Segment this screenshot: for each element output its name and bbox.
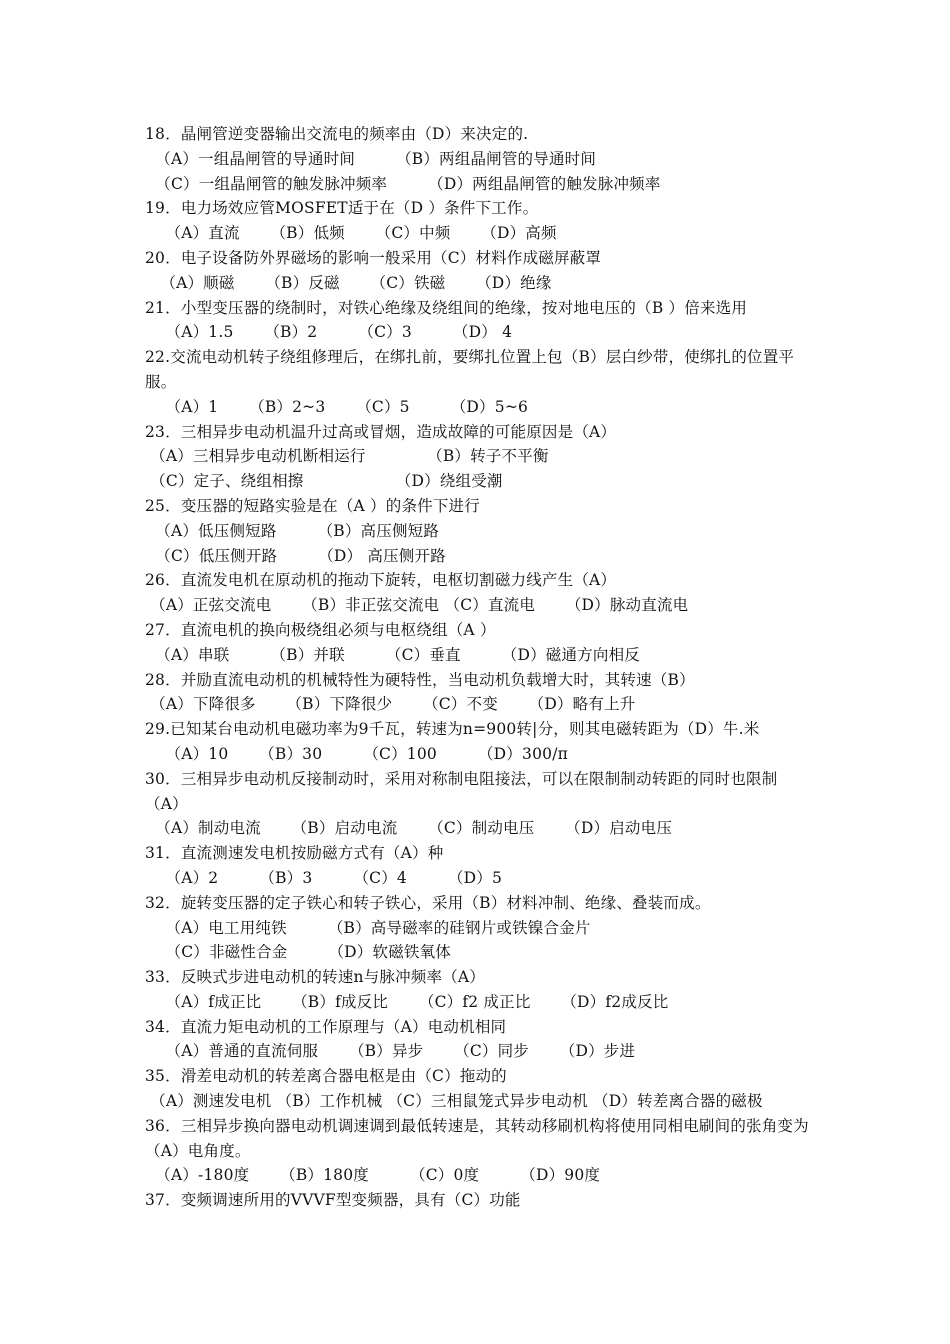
question-options-line: （A）低压侧短路 （B）高压侧短路 bbox=[145, 521, 440, 540]
question-options-line: （A）下降很多 （B）下降很少 （C）不变 （D）略有上升 bbox=[145, 695, 636, 714]
question-stem: 28．并励直流电动机的机械特性为硬特性，当电动机负载增大时，其转速（B） bbox=[145, 670, 695, 689]
question-stem: 25．变压器的短路实验是在（A ）的条件下进行 bbox=[145, 496, 480, 515]
question-options-line: （A）f成正比 （B）f成反比 （C）f2 成正比 （D）f2成反比 bbox=[145, 992, 669, 1011]
question-stem: 32．旋转变压器的定子铁心和转子铁心，采用（B）材料冲制、绝缘、叠装而成。 bbox=[145, 893, 711, 912]
question-options-line: （A）10 （B）30 （C）100 （D）300/π bbox=[145, 744, 568, 763]
question-options-line: （A）测速发电机 （B）工作机械 （C）三相鼠笼式异步电动机 （D）转差离合器的磁极 bbox=[145, 1092, 763, 1111]
question-options-line: （A）普通的直流伺服 （B）异步 （C）同步 （D）步进 bbox=[145, 1042, 636, 1061]
question-options-line: （C）定子、绕组相擦 （D）绕组受潮 bbox=[145, 472, 503, 491]
question-options-line: （A）电工用纯铁 （B）高导磁率的硅钢片或铁镍合金片 bbox=[145, 918, 591, 937]
question-stem: 33．反映式步进电动机的转速n与脉冲频率（A） bbox=[145, 968, 486, 987]
question-options-line: （A）一组晶闸管的导通时间 （B）两组晶闸管的导通时间 bbox=[145, 149, 597, 168]
question-options-line: （C）低压侧开路 （D） 高压侧开路 bbox=[145, 546, 446, 565]
question-options-line: （A）1 （B）2~3 （C）5 （D）5~6 bbox=[145, 397, 529, 416]
question-stem: 34．直流力矩电动机的工作原理与（A）电动机相同 bbox=[145, 1017, 507, 1036]
question-stem: 19．电力场效应管MOSFET适于在（D ）条件下工作。 bbox=[145, 199, 539, 218]
question-options-line: （A）2 （B）3 （C）4 （D）5 bbox=[145, 868, 503, 887]
question-options-line: （A）1.5 （B）2 （C）3 （D） 4 bbox=[145, 323, 513, 342]
question-stem: 20．电子设备防外界磁场的影响一般采用（C）材料作成磁屏蔽罩 bbox=[145, 248, 602, 267]
question-stem: 18．晶闸管逆变器输出交流电的频率由（D）来决定的. bbox=[145, 125, 529, 143]
question-stem: 27．直流电机的换向极绕组必须与电枢绕组（A ） bbox=[145, 620, 496, 639]
question-options-line: （A）顺磁 （B）反磁 （C）铁磁 （D）绝缘 bbox=[145, 273, 552, 292]
question-options-line: （C）一组晶闸管的触发脉冲频率 （D）两组晶闸管的触发脉冲频率 bbox=[145, 174, 661, 193]
question-options-line: （A）三相异步电动机断相运行 （B）转子不平衡 bbox=[145, 447, 549, 466]
question-options-line: （A）直流 （B）低频 （C）中频 （D）高频 bbox=[145, 224, 557, 243]
question-stem: 36．三相异步换向器电动机调速调到最低转速是，其转动移刷机构将使用同相电刷间的张角变为（A）电角度。 bbox=[145, 1116, 809, 1160]
question-stem: 31．直流测速发电机按励磁方式有（A）种 bbox=[145, 844, 444, 863]
question-options-line: （A）串联 （B）并联 （C）垂直 （D）磁通方向相反 bbox=[145, 645, 640, 664]
question-stem: 23．三相异步电动机温升过高或冒烟，造成故障的可能原因是（A） bbox=[145, 422, 617, 441]
question-stem: 37．变频调速所用的VVVF型变频器，具有（C）功能 bbox=[145, 1191, 521, 1210]
question-stem: 35．滑差电动机的转差离合器电枢是由（C）拖动的 bbox=[145, 1067, 507, 1086]
question-stem: 22.交流电动机转子绕组修理后，在绑扎前，要绑扎位置上包（B）层白纱带，使绑扎的位置平服。 bbox=[145, 348, 795, 391]
question-stem: 29.已知某台电动机电磁功率为9千瓦，转速为n=900转|分，则其电磁转距为（D）牛.米 bbox=[145, 720, 760, 739]
question-options-line: （C）非磁性合金 （D）软磁铁氧体 bbox=[145, 943, 452, 962]
question-options-line: （A）正弦交流电 （B）非正弦交流电 （C）直流电 （D）脉动直流电 bbox=[145, 596, 689, 615]
question-stem: 30．三相异步电动机反接制动时，采用对称制电阻接法，可以在限制制动转距的同时也限制（A） bbox=[145, 769, 778, 813]
question-options-line: （A）-180度 （B）180度 （C）0度 （D）90度 bbox=[145, 1166, 601, 1185]
question-stem: 21．小型变压器的绕制时，对铁心绝缘及绕组间的绝缘，按对地电压的（B ）倍来选用 bbox=[145, 298, 748, 317]
question-list bbox=[145, 122, 810, 1213]
question-stem: 26．直流发电机在原动机的拖动下旋转，电枢切割磁力线产生（A） bbox=[145, 571, 617, 590]
question-options-line: （A）制动电流 （B）启动电流 （C）制动电压 （D）启动电压 bbox=[145, 819, 673, 838]
